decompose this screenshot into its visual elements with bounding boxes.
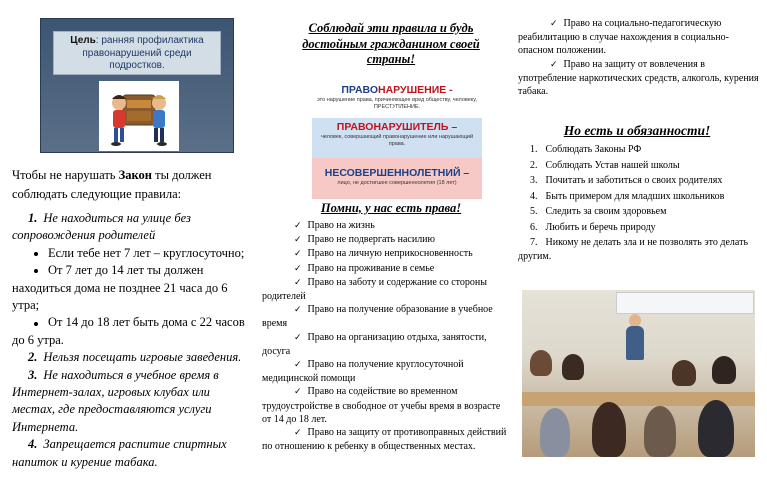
list-item: ✓ Право на социально-педагогическую реабилитацию в случае нахождения в социально-опасном положении. <box>518 18 729 57</box>
column-right <box>512 0 767 504</box>
list-item: ✓ Право на проживание в семье <box>262 262 506 276</box>
intro-text: Чтобы не нарушать Закон ты должен соблюдать следующие правила: <box>12 168 212 201</box>
rights-list <box>262 219 506 453</box>
column-left <box>0 0 250 504</box>
student-figure <box>672 360 696 386</box>
goal-slide <box>40 18 234 153</box>
intro-law: Закон <box>118 168 152 182</box>
check-icon: ✓ <box>294 277 302 288</box>
check-icon: ✓ <box>550 19 558 29</box>
list-item: ✓ Право на получение образование в учебное время <box>262 304 493 330</box>
list-item: 5. Следить за своим здоровьем <box>530 206 667 217</box>
check-icon: ✓ <box>550 59 558 70</box>
list-item: ✓ Право на защиту от противоправных действий по отношению к ребенку в общественных местах. <box>262 427 506 453</box>
children-carrying-bag-illustration <box>99 81 179 151</box>
rule-item: 3. Не находиться в учебное время в Интернет-залах, игровых клубах или местах, где предоставляются услуги Интернета. <box>12 367 219 434</box>
rules-title: Соблюдай эти правила и будь достойным гражданином своей страны! <box>302 21 480 66</box>
list-item: 3. Почитать и заботиться о своих родителях <box>530 175 723 186</box>
check-icon: ✓ <box>294 387 302 398</box>
list-item: ✓ Право не подвергать насилию <box>262 233 506 247</box>
list-item: ✓ Право на заботу и содержание со стороны родителей <box>262 276 487 303</box>
student-figure <box>592 402 626 457</box>
check-icon: ✓ <box>294 221 302 231</box>
definition-offender: ПРАВОНАРУШИТЕЛЬ – человек, совершающий правонарушение или нарушающий права. <box>320 121 474 147</box>
goal-label: Цель <box>70 35 96 46</box>
student-figure <box>562 354 584 380</box>
check-icon: ✓ <box>294 305 302 316</box>
student-figure <box>540 408 570 457</box>
column-middle <box>256 0 506 504</box>
rule-item: 4. Запрещается распитие спиртных напиток и курение табака. <box>12 437 227 469</box>
rights-title: Помни, у нас есть права! <box>320 201 462 215</box>
rules-list <box>12 210 250 471</box>
rule-item: 1. Не находиться на улице без сопровождения родителей <box>12 211 191 243</box>
list-item: ✓ Право на личную неприкосновенность <box>262 247 506 261</box>
student-figure <box>698 400 734 457</box>
check-icon: ✓ <box>294 249 302 260</box>
goal-text: : ранняя профилактика правонарушений среди подростков. <box>82 35 204 71</box>
duties-list <box>518 142 764 263</box>
list-item: ✓ Право на получение круглосуточной медицинской помощи <box>262 359 464 385</box>
check-icon: ✓ <box>294 332 302 343</box>
rule-item: 2. Нельзя посещать игровые заведения. <box>28 350 242 365</box>
list-item: 6. Любить и беречь природу <box>530 221 656 233</box>
check-icon: ✓ <box>294 235 302 246</box>
goal-box <box>53 31 221 75</box>
bullet-icon <box>34 322 38 326</box>
list-item: ✓ Право на защиту от вовлечения в употребление наркотических средств, алкоголь, курения табака. <box>518 58 759 98</box>
list-item: 7. Никому не делать зла и не позволять это делать другим. <box>518 237 748 262</box>
whiteboard <box>616 292 754 314</box>
rights-list-continued <box>518 17 764 98</box>
rule-item: От 14 до 18 лет быть дома с 22 часов до 6 утра. <box>12 315 245 347</box>
list-item: ✓ Право на организацию отдыха, занятости, досуга <box>262 331 487 357</box>
rule-item: От 7 лет до 14 лет ты должен находиться дома не позднее 21 часа до 6 утра; <box>12 263 228 313</box>
list-item: ✓ Право на жизнь <box>262 219 506 233</box>
check-icon: ✓ <box>294 428 302 439</box>
bullet-icon <box>34 269 38 273</box>
definition-minor: НЕСОВЕРШЕННОЛЕТНИЙ – лицо, не достигшее совершеннолетия (18 лет) <box>324 167 470 186</box>
student-figure <box>530 350 552 376</box>
student-figure <box>712 356 736 384</box>
list-item: ✓ Право на содействие во временном трудоустройстве в свободное от учебы время в возрасте от 14 до 18 лет. <box>262 386 501 425</box>
student-figure <box>644 406 676 457</box>
duties-title: Но есть и обязанности! <box>563 123 711 138</box>
bullet-icon <box>34 252 38 256</box>
list-item: 4. Быть примером для младших школьников <box>530 190 725 202</box>
check-icon: ✓ <box>294 360 302 371</box>
rule-item: Если тебе нет 7 лет – круглосуточно; <box>12 245 250 262</box>
definition-offense: ПРАВОНАРУШЕНИЕ - это нарушение права, причиняющее вред обществу, человеку, ПРЕСТУПЛЕНИЕ. <box>316 84 477 110</box>
check-icon: ✓ <box>294 263 302 274</box>
definitions-block <box>312 78 482 199</box>
list-item: 1. Соблюдать Законы РФ <box>530 144 642 155</box>
classroom-photo <box>522 290 755 457</box>
list-item: 2. Соблюдать Устав нашей школы <box>530 159 680 171</box>
